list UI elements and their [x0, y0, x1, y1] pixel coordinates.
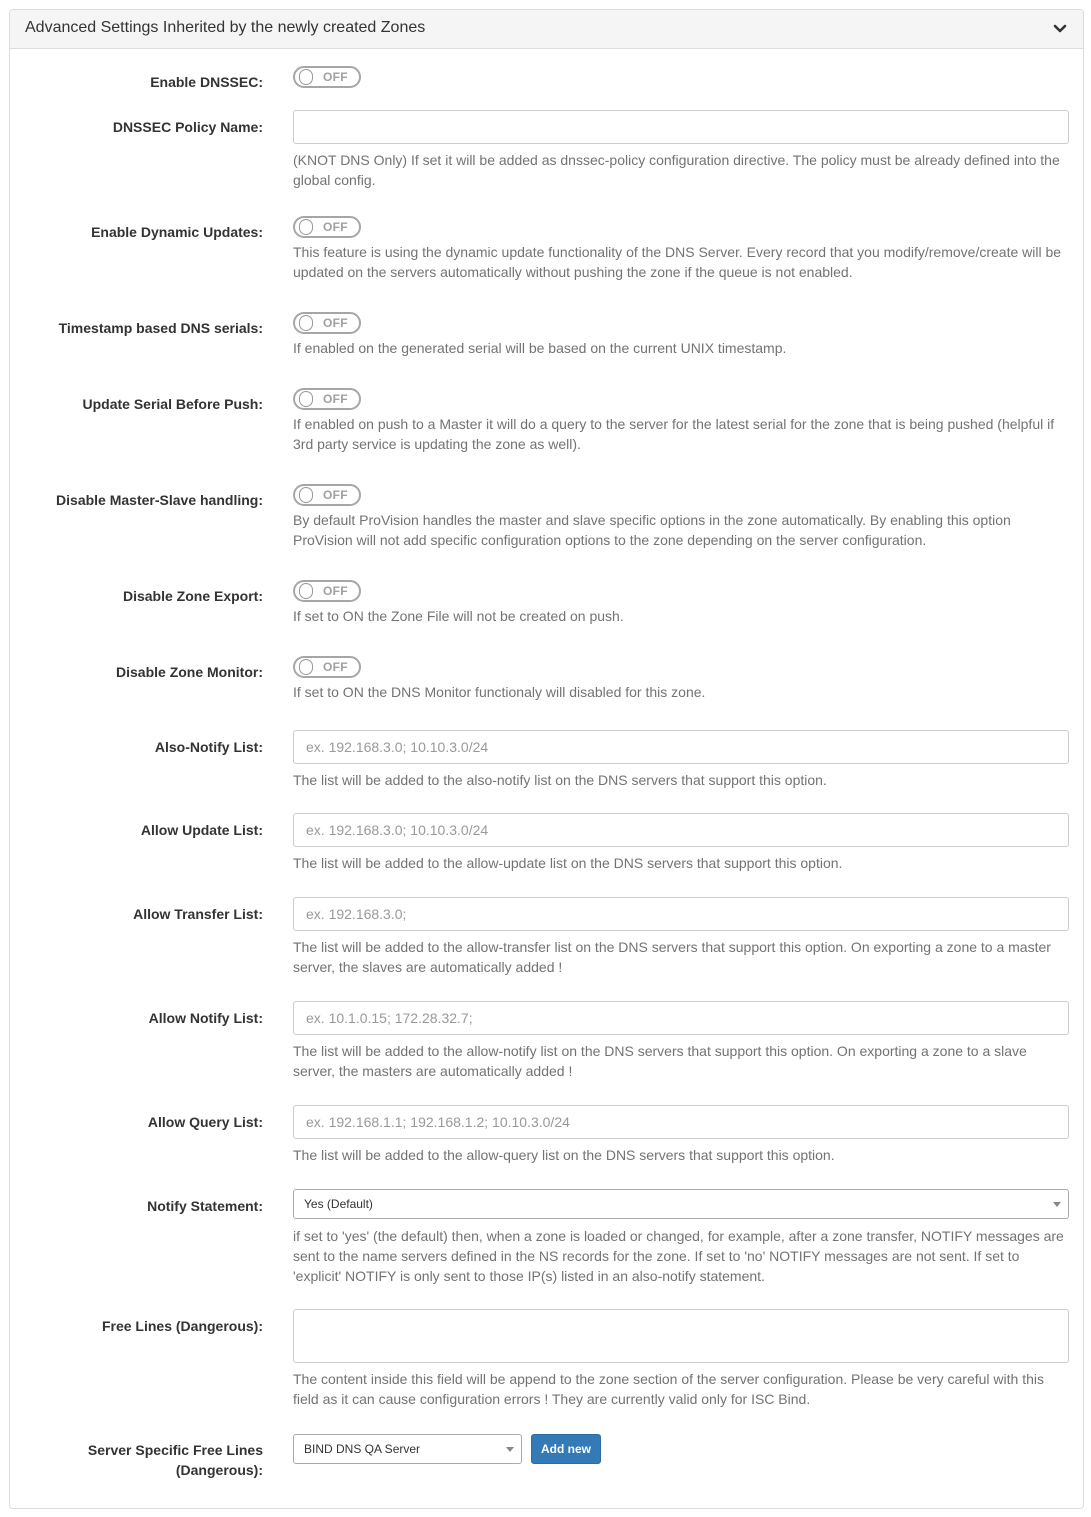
disable-zone-export-help: If set to ON the Zone File will not be created on push. [293, 608, 624, 624]
dynamic-updates-help: This feature is using the dynamic update functionality of the DNS Server. Every record that you modify/remove/create will be updated on the servers automatically without pushing the zone if the queue is not enabled. [293, 244, 1062, 280]
advanced-settings-panel [9, 9, 1084, 1509]
dnssec-policy-help: (KNOT DNS Only) If set it will be added as dnssec-policy configuration directive. The policy must be already defined into the global config. [293, 152, 1060, 188]
toggle-knob [299, 487, 313, 503]
also-notify-help: The list will be added to the also-notify list on the DNS servers that support this option. [293, 772, 827, 788]
allow-notify-help: The list will be added to the allow-notify list on the DNS servers that support this option. On exporting a zone to a slave server, the masters are automatically added ! [293, 1043, 1027, 1079]
toggle-knob [299, 315, 313, 331]
disable-zone-export-label: Disable Zone Export: [122, 588, 263, 604]
panel-heading[interactable] [10, 10, 1083, 49]
allow-transfer-input[interactable]: ex. 192.168.3.0; [293, 897, 1069, 931]
toggle-state: OFF [323, 584, 348, 598]
also-notify-label: Also-Notify List: [154, 739, 263, 755]
chevron-down-icon[interactable] [1053, 22, 1067, 36]
toggle-state: OFF [323, 660, 348, 674]
allow-update-label: Allow Update List: [140, 822, 263, 838]
toggle-knob [299, 583, 313, 599]
free-lines-help: The content inside this field will be append to the zone section of the server configuration. Please be very careful with this field as it can cause configuration errors ! They are currently valid only for ISC Bind. [293, 1371, 1044, 1407]
toggle-state: OFF [323, 70, 348, 84]
server-free-lines-label [88, 1440, 263, 1480]
free-lines-label: Free Lines (Dangerous): [101, 1318, 263, 1334]
toggle-state: OFF [323, 488, 348, 502]
timestamp-serials-toggle[interactable] [293, 312, 361, 334]
allow-query-help: The list will be added to the allow-query list on the DNS servers that support this option. [293, 1147, 835, 1163]
server-select[interactable] [293, 1434, 522, 1464]
notify-statement-select[interactable] [293, 1189, 1069, 1219]
update-serial-toggle[interactable] [293, 388, 361, 410]
enable-dnssec-label: Enable DNSSEC: [150, 74, 263, 90]
notify-statement-help: if set to 'yes' (the default) then, when a zone is loaded or changed, for example, after a zone transfer, NOTIFY messages are sent to the name servers defined in the NS records for the zone. If set to 'no' NOTIFY messages are not sent. If set to 'explicit' NOTIFY is only sent to those IP(s) listed in an also-notify statement. [293, 1228, 1064, 1284]
caret-down-icon [1053, 1202, 1061, 1207]
disable-master-slave-label: Disable Master-Slave handling: [56, 492, 263, 508]
toggle-state: OFF [323, 220, 348, 234]
toggle-state: OFF [323, 392, 348, 406]
toggle-knob [299, 391, 313, 407]
server-selected: BIND DNS QA Server [304, 1442, 421, 1456]
also-notify-input[interactable]: ex. 192.168.3.0; 10.10.3.0/24 [293, 730, 1069, 764]
allow-query-input[interactable]: ex. 192.168.1.1; 192.168.1.2; 10.10.3.0/24 [293, 1105, 1069, 1139]
disable-zone-monitor-help: If set to ON the DNS Monitor functionaly will disabled for this zone. [293, 684, 706, 700]
dynamic-updates-toggle[interactable] [293, 216, 361, 238]
update-serial-help: If enabled on push to a Master it will do a query to the server for the latest serial for the zone that is being pushed (helpful if 3rd party service is updating the zone as well). [293, 416, 1055, 452]
add-new-button[interactable]: Add new [531, 1434, 601, 1464]
disable-master-slave-toggle[interactable] [293, 484, 361, 506]
timestamp-serials-help: If enabled on the generated serial will be based on the current UNIX timestamp. [293, 340, 787, 356]
update-serial-label: Update Serial Before Push: [82, 396, 263, 412]
notify-statement-selected: Yes (Default) [304, 1197, 373, 1211]
free-lines-textarea[interactable] [293, 1309, 1069, 1363]
server-free-lines-label-line2: (Dangerous): [175, 1462, 263, 1478]
allow-transfer-help: The list will be added to the allow-transfer list on the DNS servers that support this option. On exporting a zone to a master server, the slaves are automatically added ! [293, 939, 1051, 975]
disable-zone-monitor-toggle[interactable] [293, 656, 361, 678]
disable-zone-monitor-label: Disable Zone Monitor: [116, 664, 263, 680]
allow-notify-input[interactable]: ex. 10.1.0.15; 172.28.32.7; [293, 1001, 1069, 1035]
notify-statement-label: Notify Statement: [147, 1198, 263, 1214]
disable-zone-export-toggle[interactable] [293, 580, 361, 602]
toggle-knob [299, 659, 313, 675]
enable-dnssec-toggle[interactable] [293, 66, 361, 88]
timestamp-serials-label: Timestamp based DNS serials: [58, 320, 263, 336]
toggle-state: OFF [323, 316, 348, 330]
allow-query-label: Allow Query List: [147, 1114, 263, 1130]
server-free-lines-label-line1: Server Specific Free Lines [87, 1442, 263, 1458]
allow-transfer-label: Allow Transfer List: [133, 906, 263, 922]
panel-title: Advanced Settings Inherited by the newly created Zones [25, 19, 426, 36]
allow-notify-label: Allow Notify List: [148, 1010, 263, 1026]
dynamic-updates-label: Enable Dynamic Updates: [91, 224, 263, 240]
disable-master-slave-help: By default ProVision handles the master and slave specific options in the zone automatically. By enabling this option ProVision will not add specific configuration options to the zone depending on the server configuration. [293, 512, 1011, 548]
dnssec-policy-input[interactable] [293, 110, 1069, 144]
allow-update-help: The list will be added to the allow-update list on the DNS servers that support this option. [293, 855, 843, 871]
toggle-knob [299, 219, 313, 235]
toggle-knob [299, 69, 313, 85]
allow-update-input[interactable]: ex. 192.168.3.0; 10.10.3.0/24 [293, 813, 1069, 847]
caret-down-icon [506, 1447, 514, 1452]
dnssec-policy-label: DNSSEC Policy Name: [112, 119, 263, 135]
